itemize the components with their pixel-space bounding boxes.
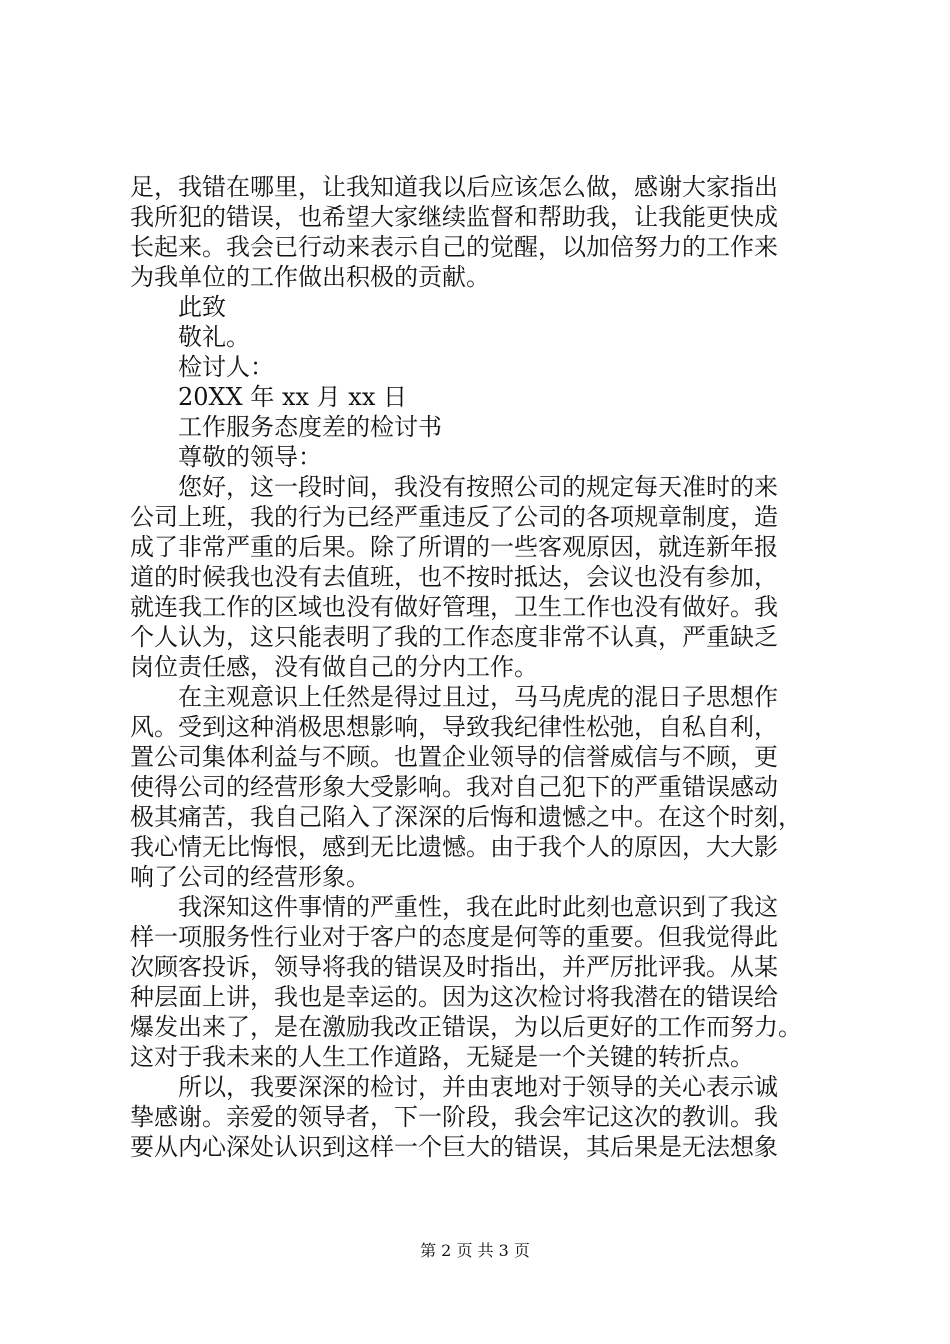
text-line: 要从内心深处认识到这样一个巨大的错误，其后果是无法想象 <box>130 1133 778 1161</box>
text-line: 您好，这一段时间，我没有按照公司的规定每天准时的来 <box>178 473 778 501</box>
text-line: 为我单位的工作做出积极的贡献。 <box>130 263 490 291</box>
text-line: 挚感谢。亲爱的领导者，下一阶段，我会牢记这次的教训。我 <box>130 1103 778 1131</box>
text-line: 样一项服务性行业对于客户的态度是何等的重要。但我觉得此 <box>130 923 778 951</box>
text-line: 我深知这件事情的严重性，我在此时此刻也意识到了我这 <box>178 893 778 921</box>
text-line: 响了公司的经营形象。 <box>130 863 370 891</box>
text-line: 成了非常严重的后果。除了所谓的一些客观原因，就连新年报 <box>130 533 778 561</box>
text-line: 这对于我未来的人生工作道路，无疑是一个关键的转折点。 <box>130 1043 754 1071</box>
text-line: 置公司集体利益与不顾。也置企业领导的信誉威信与不顾，更 <box>130 743 778 771</box>
text-line: 工作服务态度差的检讨书 <box>178 413 442 441</box>
text-line: 种层面上讲，我也是幸运的。因为这次检讨将我潜在的错误给 <box>130 983 778 1011</box>
text-line: 足，我错在哪里，让我知道我以后应该怎么做，感谢大家指出 <box>130 173 778 201</box>
page-footer: 第 2 页 共 3 页 <box>420 1241 530 1260</box>
text-line: 就连我工作的区域也没有做好管理，卫生工作也没有做好。我 <box>130 593 778 621</box>
text-line: 在主观意识上任然是得过且过，马马虎虎的混日子思想作 <box>178 683 778 711</box>
text-line: 个人认为，这只能表明了我的工作态度非常不认真，严重缺乏 <box>130 623 778 651</box>
text-line: 检讨人： <box>178 353 274 381</box>
text-line: 所以，我要深深的检讨，并由衷地对于领导的关心表示诚 <box>178 1073 778 1101</box>
text-line: 岗位责任感，没有做自己的分内工作。 <box>130 653 538 681</box>
text-line: 20XX 年 xx 月 xx 日 <box>178 383 407 411</box>
text-line: 我心情无比悔恨，感到无比遗憾。由于我个人的原因，大大影 <box>130 833 778 861</box>
text-line: 使得公司的经营形象大受影响。我对自己犯下的严重错误感动 <box>130 773 778 801</box>
text-line: 爆发出来了，是在激励我改正错误，为以后更好的工作而努力。 <box>130 1013 802 1041</box>
text-line: 长起来。我会已行动来表示自己的觉醒，以加倍努力的工作来 <box>130 233 778 261</box>
text-line: 尊敬的领导： <box>178 443 322 471</box>
text-line: 道的时候我也没有去值班，也不按时抵达，会议也没有参加， <box>130 563 778 591</box>
text-line: 极其痛苦，我自己陷入了深深的后悔和遗憾之中。在这个时刻， <box>130 803 802 831</box>
text-line: 我所犯的错误，也希望大家继续监督和帮助我，让我能更快成 <box>130 203 778 231</box>
text-line: 风。受到这种消极思想影响，导致我纪律性松弛，自私自利， <box>130 713 778 741</box>
document-body <box>130 172 840 1162</box>
text-line: 次顾客投诉，领导将我的错误及时指出，并严厉批评我。从某 <box>130 953 778 981</box>
text-line: 敬礼。 <box>178 323 250 351</box>
text-line: 此致 <box>178 293 226 321</box>
text-line: 公司上班，我的行为已经严重违反了公司的各项规章制度，造 <box>130 503 778 531</box>
